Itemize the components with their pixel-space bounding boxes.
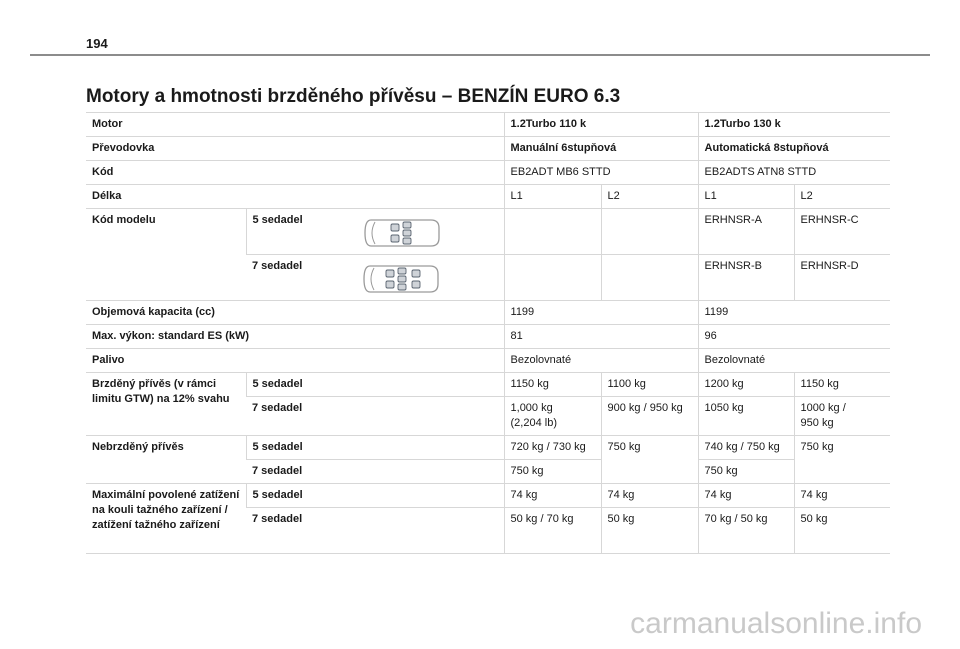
table-row	[86, 185, 890, 209]
model-cell: ERHNSR-C	[794, 209, 890, 255]
braked-cell: 1050 kg	[698, 397, 794, 436]
model-cell: ERHNSR-B	[698, 255, 794, 301]
table-row	[86, 301, 890, 325]
table-row	[86, 113, 890, 137]
table-row	[86, 373, 890, 397]
braked-value-lb: (2,204 lb)	[510, 417, 557, 429]
unbraked-cell: 720 kg / 730 kg	[504, 436, 601, 460]
braked-value: 1000 kg /	[800, 402, 846, 414]
towbar-cell: 50 kg	[794, 508, 890, 554]
spec-table	[86, 112, 890, 554]
gearbox-130: Automatická 8stupňová	[698, 137, 890, 161]
model-cell: ERHNSR-A	[698, 209, 794, 255]
towbar-cell: 74 kg	[698, 484, 794, 508]
unbraked-cell: 750 kg	[601, 436, 698, 484]
table-row	[86, 325, 890, 349]
seat-5-label: 5 sedadel	[246, 436, 504, 460]
seat-7-cell	[246, 255, 504, 301]
gearbox-110: Manuální 6stupňová	[504, 137, 698, 161]
braked-cell: 900 kg / 950 kg	[601, 397, 698, 436]
seat-5-label: 5 sedadel	[246, 484, 504, 508]
braked-value: 950 kg	[800, 417, 834, 429]
unbraked-cell: 750 kg	[794, 436, 890, 484]
towbar-cell: 74 kg	[794, 484, 890, 508]
towbar-cell: 74 kg	[504, 484, 601, 508]
model-cell: ERHNSR-D	[794, 255, 890, 301]
table-row	[86, 137, 890, 161]
towbar-cell: 50 kg	[601, 508, 698, 554]
braked-cell	[794, 397, 890, 436]
model-cell	[504, 209, 601, 255]
length-cell: L1	[698, 185, 794, 209]
braked-trailer-label: Brzděný přívěs (v rámci limitu GTW) na 12% svahu	[86, 373, 246, 436]
model-cell	[504, 255, 601, 301]
motor-130: 1.2Turbo 130 k	[698, 113, 890, 137]
table-row	[86, 436, 890, 460]
car-5-seat-icon	[363, 216, 443, 250]
displacement-label: Objemová kapacita (cc)	[86, 301, 504, 325]
towbar-cell: 74 kg	[601, 484, 698, 508]
braked-cell: 1100 kg	[601, 373, 698, 397]
towbar-cell: 50 kg / 70 kg	[504, 508, 601, 554]
table-row	[86, 209, 890, 255]
unbraked-cell: 740 kg / 750 kg	[698, 436, 794, 460]
seat-5-label: 5 sedadel	[252, 214, 303, 226]
displacement-110: 1199	[504, 301, 698, 325]
motor-110: 1.2Turbo 110 k	[504, 113, 698, 137]
seat-7-label: 7 sedadel	[252, 260, 303, 272]
model-code-label: Kód modelu	[86, 209, 246, 301]
gearbox-label: Převodovka	[86, 137, 504, 161]
table-row	[86, 484, 890, 508]
length-cell: L2	[601, 185, 698, 209]
power-110: 81	[504, 325, 698, 349]
seat-5-label: 5 sedadel	[246, 373, 504, 397]
seat-7-label: 7 sedadel	[246, 397, 504, 436]
code-110: EB2ADT MB6 STTD	[504, 161, 698, 185]
unbraked-cell: 750 kg	[698, 460, 794, 484]
displacement-130: 1199	[698, 301, 890, 325]
page-number: 194	[86, 36, 108, 51]
table-row	[86, 161, 890, 185]
length-cell: L2	[794, 185, 890, 209]
table-row	[86, 349, 890, 373]
motor-label: Motor	[86, 113, 504, 137]
seat-5-cell	[246, 209, 504, 255]
braked-cell: 1200 kg	[698, 373, 794, 397]
power-label: Max. výkon: standard ES (kW)	[86, 325, 504, 349]
braked-cell: 1150 kg	[504, 373, 601, 397]
braked-cell	[504, 397, 601, 436]
unbraked-cell: 750 kg	[504, 460, 601, 484]
car-7-seat-icon	[362, 262, 442, 296]
header-divider	[30, 54, 930, 56]
power-130: 96	[698, 325, 890, 349]
page-title: Motory a hmotnosti brzděného přívěsu – BENZÍN EURO 6.3	[86, 86, 621, 107]
length-cell: L1	[504, 185, 601, 209]
model-cell	[601, 209, 698, 255]
code-label: Kód	[86, 161, 504, 185]
fuel-130: Bezolovnaté	[698, 349, 890, 373]
model-cell	[601, 255, 698, 301]
braked-value: 1,000 kg	[510, 402, 553, 414]
braked-cell: 1150 kg	[794, 373, 890, 397]
fuel-label: Palivo	[86, 349, 504, 373]
towbar-cell: 70 kg / 50 kg	[698, 508, 794, 554]
seat-7-label: 7 sedadel	[246, 508, 504, 554]
unbraked-trailer-label: Nebrzděný přívěs	[86, 436, 246, 484]
watermark: carmanualsonline.info	[630, 607, 922, 640]
code-130: EB2ADTS ATN8 STTD	[698, 161, 890, 185]
towbar-load-label: Maximální povolené zatížení na kouli tažného zařízení / zatížení tažného zařízení	[86, 484, 246, 554]
seat-7-label: 7 sedadel	[246, 460, 504, 484]
length-label: Délka	[86, 185, 504, 209]
fuel-110: Bezolovnaté	[504, 349, 698, 373]
